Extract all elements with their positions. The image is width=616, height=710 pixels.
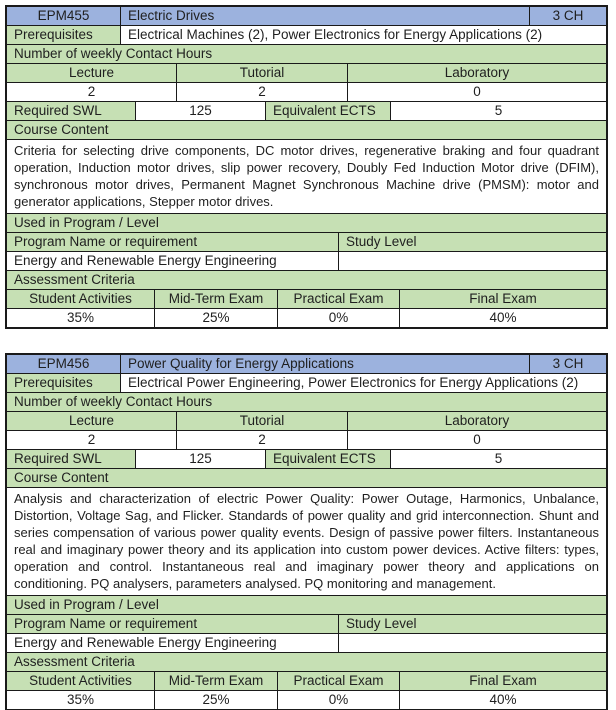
used-in-program-header-cell: Used in Program / Level [7, 214, 606, 232]
mid-term-exam-value-cell: 25% [154, 691, 277, 709]
laboratory-label-cell: Laboratory [347, 412, 606, 430]
equivalent-ects-value-cell: 5 [390, 102, 606, 120]
used-in-program-header-cell: Used in Program / Level [7, 596, 606, 614]
course-content-header-row [7, 468, 606, 487]
tutorial-hours-cell: 2 [176, 83, 347, 101]
contact-hours-values-row [7, 82, 606, 101]
course-header-row [7, 7, 606, 25]
course-content-header-cell: Course Content [7, 469, 606, 487]
tutorial-label-cell: Tutorial [176, 412, 347, 430]
workload-row [7, 449, 606, 468]
used-in-program-header-row [7, 595, 606, 614]
contact-hours-header-cell: Number of weekly Contact Hours [7, 393, 606, 411]
laboratory-hours-cell: 0 [347, 431, 606, 449]
assessment-header-row [7, 652, 606, 671]
course-header-row [7, 355, 606, 373]
course-table-epm456 [5, 353, 608, 710]
assessment-criteria-header-cell: Assessment Criteria [7, 653, 606, 671]
program-labels-row [7, 614, 606, 633]
equivalent-ects-label-cell: Equivalent ECTS [265, 102, 390, 120]
study-level-label-cell: Study Level [338, 233, 606, 251]
lecture-label-cell: Lecture [7, 64, 176, 82]
student-activities-label-cell: Student Activities [7, 672, 154, 690]
laboratory-hours-cell: 0 [347, 83, 606, 101]
contact-hours-labels-row [7, 63, 606, 82]
credit-hours-cell: 3 CH [529, 355, 606, 373]
program-name-label-cell: Program Name or requirement [7, 615, 338, 633]
mid-term-exam-label-cell: Mid-Term Exam [154, 290, 277, 308]
mid-term-exam-value-cell: 25% [154, 309, 277, 327]
program-values-row [7, 633, 606, 652]
program-name-value-cell: Energy and Renewable Energy Engineering [14, 635, 277, 650]
practical-exam-value-cell: 0% [277, 309, 399, 327]
final-exam-value-cell: 40% [399, 309, 606, 327]
student-activities-label-cell: Student Activities [7, 290, 154, 308]
required-swl-label-cell: Required SWL [7, 450, 135, 468]
course-content-row [7, 139, 606, 213]
course-code-cell: EPM455 [7, 7, 120, 25]
lecture-label-cell: Lecture [7, 412, 176, 430]
assessment-header-row [7, 270, 606, 289]
final-exam-value-cell: 40% [399, 691, 606, 709]
practical-exam-label-cell: Practical Exam [277, 672, 399, 690]
assessment-values-row [7, 690, 606, 709]
course-content-header-cell: Course Content [7, 121, 606, 139]
student-activities-value-cell: 35% [66, 692, 95, 707]
credit-hours-cell: 3 CH [529, 7, 606, 25]
assessment-values-row [7, 308, 606, 327]
course-content-header-row [7, 120, 606, 139]
program-labels-row [7, 232, 606, 251]
mid-term-exam-label-cell: Mid-Term Exam [154, 672, 277, 690]
course-content-text: Analysis and characterization of electric Power Quality: Power Outage, Harmonics, Unbalance, Distortion, Voltage Sag, and Flicker. Standards of power quality and grid interconnection. Shunt and series compensation of various power quality events. Design of passive power filters. Instantaneous real and imaginary power theory and its application into custom power devices. Active filters: types, operation and control. Instantaneous real and imaginary power theory and applications on conditioning. PQ analysers, parameters analysed. PQ monitoring and management. [14, 491, 599, 591]
required-swl-value-cell: 125 [135, 450, 265, 468]
lecture-hours-cell: 2 [87, 84, 96, 99]
contact-hours-header-cell: Number of weekly Contact Hours [7, 45, 606, 63]
contact-hours-header-row [7, 392, 606, 411]
student-activities-value-cell: 35% [66, 310, 95, 325]
prerequisites-label-cell: Prerequisites [7, 26, 120, 44]
contact-hours-labels-row [7, 411, 606, 430]
course-table-epm455 [5, 5, 608, 329]
prerequisites-label-cell: Prerequisites [7, 374, 120, 392]
tutorial-hours-cell: 2 [176, 431, 347, 449]
used-in-program-header-row [7, 213, 606, 232]
final-exam-label-cell: Final Exam [399, 672, 606, 690]
tutorial-label-cell: Tutorial [176, 64, 347, 82]
required-swl-value-cell: 125 [135, 102, 265, 120]
equivalent-ects-value-cell: 5 [390, 450, 606, 468]
equivalent-ects-label-cell: Equivalent ECTS [265, 450, 390, 468]
final-exam-label-cell: Final Exam [399, 290, 606, 308]
workload-row [7, 101, 606, 120]
laboratory-label-cell: Laboratory [347, 64, 606, 82]
course-title-cell: Electric Drives [120, 7, 529, 25]
required-swl-label-cell: Required SWL [7, 102, 135, 120]
study-level-value-cell [338, 634, 606, 652]
prerequisites-row [7, 25, 606, 44]
course-content-text: Criteria for selecting drive components, DC motor drives, regenerative braking and four quadrant operation, Induction motor drives, slip power recovery, Doubly Fed Induction Motor drive (DFIM), synchronous motor drives, Permanent Magnet Synchronous Machine drive (PMSM): motor and generator applications, Stepper motor drives. [14, 143, 599, 209]
lecture-hours-cell: 2 [87, 432, 96, 447]
course-code-cell: EPM456 [7, 355, 120, 373]
contact-hours-values-row [7, 430, 606, 449]
program-name-label-cell: Program Name or requirement [7, 233, 338, 251]
assessment-labels-row [7, 671, 606, 690]
practical-exam-value-cell: 0% [277, 691, 399, 709]
prerequisites-row [7, 373, 606, 392]
study-level-label-cell: Study Level [338, 615, 606, 633]
course-content-row [7, 487, 606, 595]
study-level-value-cell [338, 252, 606, 270]
program-name-value-cell: Energy and Renewable Energy Engineering [14, 253, 277, 268]
course-title-cell: Power Quality for Energy Applications [120, 355, 529, 373]
assessment-labels-row [7, 289, 606, 308]
program-values-row [7, 251, 606, 270]
prerequisites-value-cell: Electrical Power Engineering, Power Electronics for Energy Applications (2) [120, 374, 606, 392]
contact-hours-header-row [7, 44, 606, 63]
assessment-criteria-header-cell: Assessment Criteria [7, 271, 606, 289]
prerequisites-value-cell: Electrical Machines (2), Power Electronics for Energy Applications (2) [120, 26, 606, 44]
practical-exam-label-cell: Practical Exam [277, 290, 399, 308]
